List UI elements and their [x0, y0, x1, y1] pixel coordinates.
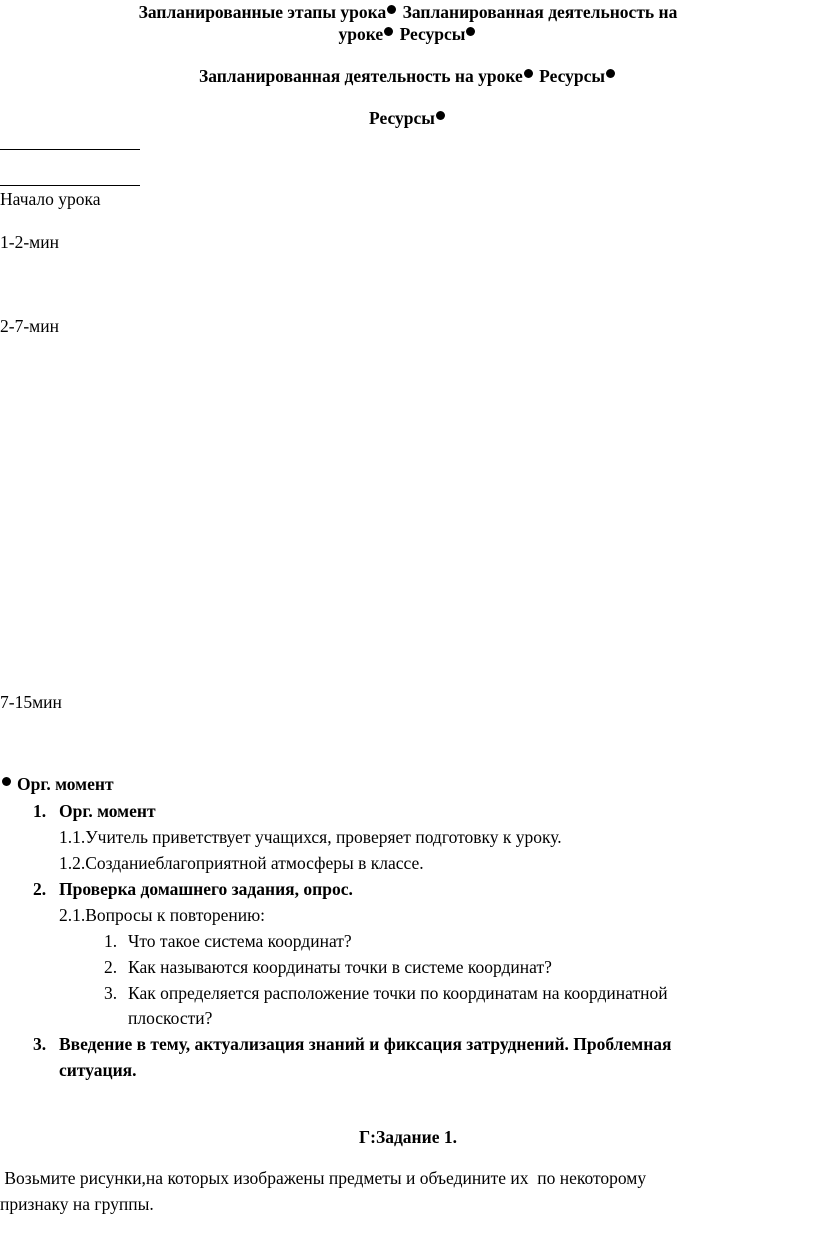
- bullet-title: Орг. момент: [17, 774, 114, 794]
- header-text: Ресурсы: [395, 24, 466, 44]
- question-text: Что такое система координат?: [128, 931, 352, 951]
- stage-time: 7-15мин: [0, 692, 62, 712]
- header-line-2: [0, 24, 816, 45]
- bullet-icon: [384, 27, 393, 36]
- header-text: Запланированная деятельность на уроке: [198, 66, 523, 86]
- question-text-cont: плоскости?: [128, 1008, 213, 1028]
- bullet-icon: [2, 777, 11, 786]
- list-number: 3.: [33, 1034, 47, 1054]
- header-text: Ресурсы: [534, 66, 606, 86]
- divider: [0, 185, 140, 186]
- list-number: 2.: [33, 879, 47, 899]
- bullet-item: [0, 774, 114, 795]
- list-item-title: Введение в тему, актуализация знаний и фиксация затруднений. Проблемная: [59, 1034, 672, 1054]
- stage-time: 1-2-мин: [0, 232, 59, 252]
- list-number: 1.: [33, 801, 47, 821]
- task-text: Возьмите рисунки,на которых изображены предметы и объедините их по некоторому: [0, 1168, 647, 1188]
- divider: [0, 149, 140, 150]
- task-text: признаку на группы.: [0, 1194, 154, 1214]
- stage-time: 2-7-мин: [0, 316, 59, 336]
- sub-item: 2.1.Вопросы к повторению:: [59, 905, 266, 925]
- header-line-4: [0, 108, 816, 129]
- stage-start: Начало урока: [0, 189, 101, 209]
- question-number: 3.: [104, 983, 118, 1003]
- bullet-icon: [524, 69, 533, 78]
- question-number: 1.: [104, 931, 118, 951]
- bullet-icon: [387, 5, 396, 14]
- header-text: Запланированные этапы урока: [138, 2, 387, 22]
- list-item-title: Проверка домашнего задания, опрос.: [59, 879, 353, 899]
- bullet-icon: [606, 69, 615, 78]
- header-text: Ресурсы: [369, 108, 435, 128]
- question-text: Как определяется расположение точки по координатам на координатной: [128, 983, 668, 1003]
- bullet-icon: [466, 27, 475, 36]
- header-line-1: [0, 2, 816, 23]
- task-heading: Г:Задание 1.: [359, 1127, 457, 1147]
- sub-item: 1.1.Учитель приветствует учащихся, проверяет подготовку к уроку.: [59, 827, 562, 847]
- list-item-title-cont: ситуация.: [59, 1060, 137, 1080]
- question-text: Как называются координаты точки в системе координат?: [128, 957, 552, 977]
- header-text: уроке: [338, 24, 384, 44]
- header-line-3: [0, 66, 816, 87]
- bullet-icon: [436, 111, 445, 120]
- question-number: 2.: [104, 957, 118, 977]
- list-item-title: Орг. момент: [59, 801, 156, 821]
- header-text: Запланированная деятельность на: [398, 2, 678, 22]
- sub-item: 1.2.Созданиеблагоприятной атмосферы в классе.: [59, 853, 424, 873]
